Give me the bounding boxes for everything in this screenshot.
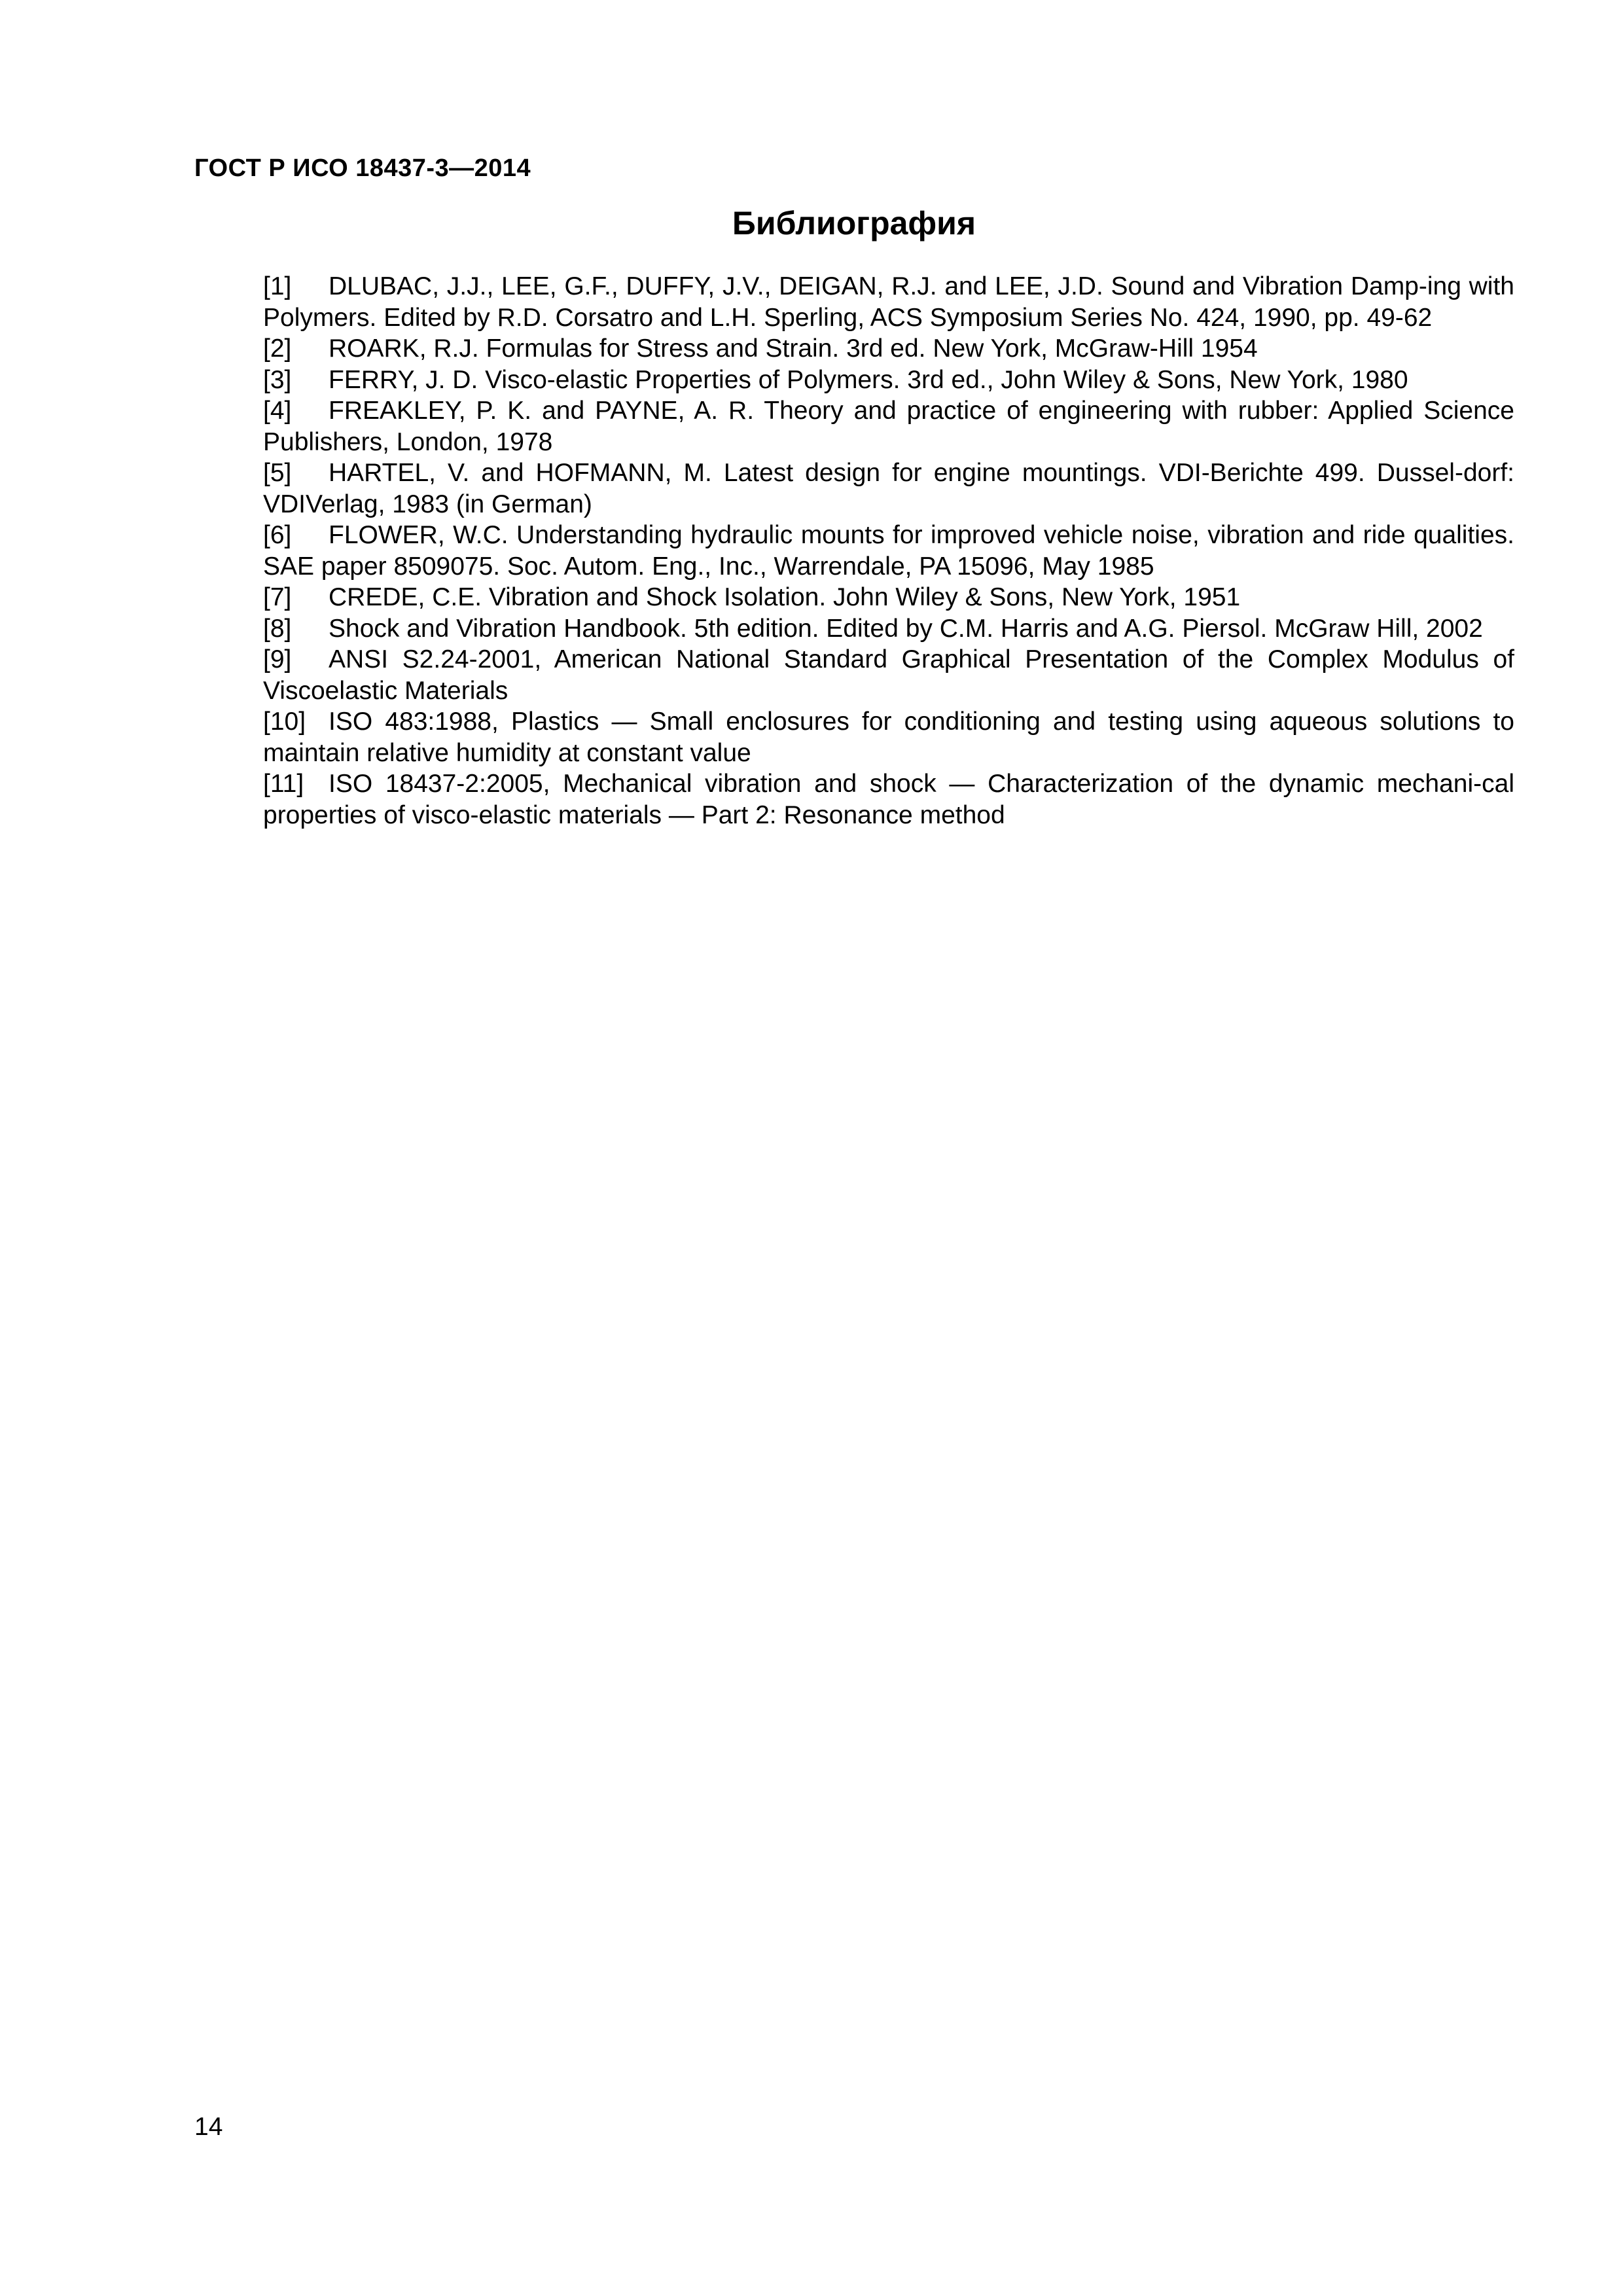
bibliography-entry bbox=[263, 582, 1514, 613]
entry-number: [9] bbox=[263, 645, 292, 673]
entry-text: ANSI S2.24-2001, American National Standard Graphical Presentation of the Complex Modulus of Viscoelastic Materials bbox=[263, 645, 1514, 705]
entry-text: FERRY, J. D. Visco-elastic Properties of Polymers. 3rd ed., John Wiley & Sons, New York, 1980 bbox=[329, 365, 1408, 394]
entry-text: HARTEL, V. and HOFMANN, M. Latest design for engine mountings. VDI-Berichte 499. Dussel-dorf: VDIVerlag, 1983 (in German) bbox=[263, 459, 1514, 518]
entry-text: CREDE, C.E. Vibration and Shock Isolation. John Wiley & Sons, New York, 1951 bbox=[329, 583, 1241, 611]
bibliography-entry bbox=[263, 706, 1514, 768]
entry-number: [5] bbox=[263, 459, 292, 487]
entry-text: FLOWER, W.C. Understanding hydraulic mounts for improved vehicle noise, vibration and ride qualities. SAE paper 8509075. Soc. Autom. Eng., Inc., Warrendale, PA 15096, May 1985 bbox=[263, 521, 1514, 581]
bibliography-entry bbox=[263, 768, 1514, 831]
entry-text: ISO 483:1988, Plastics — Small enclosures for conditioning and testing using aqueous solutions to maintain relative humidity at constant value bbox=[263, 708, 1514, 767]
entry-text: FREAKLEY, P. K. and PAYNE, A. R. Theory and practice of engineering with rubber: Applied Science Publishers, London, 1978 bbox=[263, 397, 1514, 456]
bibliography-entry bbox=[263, 613, 1514, 645]
bibliography-entry bbox=[263, 644, 1514, 706]
entry-number: [7] bbox=[263, 583, 292, 611]
entry-number: [3] bbox=[263, 365, 292, 394]
bibliography-entry bbox=[263, 520, 1514, 582]
entry-number: [11] bbox=[263, 770, 304, 798]
bibliography-entry bbox=[263, 365, 1514, 396]
document-standard-id: ГОСТ Р ИСО 18437-3—2014 bbox=[194, 154, 531, 182]
entry-text: ISO 18437-2:2005, Mechanical vibration and shock — Characterization of the dynamic mechani-cal properties of visco-elastic materials — Part 2: Resonance method bbox=[263, 770, 1514, 829]
bibliography-entry bbox=[263, 333, 1514, 365]
entry-number: [6] bbox=[263, 521, 292, 549]
bibliography-entry bbox=[263, 395, 1514, 457]
entry-text: Shock and Vibration Handbook. 5th edition. Edited by C.M. Harris and A.G. Piersol. McGraw Hill, 2002 bbox=[329, 614, 1483, 643]
entry-number: [4] bbox=[263, 397, 292, 425]
entry-text: DLUBAC, J.J., LEE, G.F., DUFFY, J.V., DEIGAN, R.J. and LEE, J.D. Sound and Vibration Damp-ing with Polymers. Edited by R.D. Corsatro and L.H. Sperling, ACS Symposium Series No. 424, 1990, pp. 49-62 bbox=[263, 272, 1514, 332]
entry-text: ROARK, R.J. Formulas for Stress and Strain. 3rd ed. New York, McGraw-Hill 1954 bbox=[329, 334, 1258, 363]
entry-number: [8] bbox=[263, 614, 292, 643]
entry-number: [2] bbox=[263, 334, 292, 363]
bibliography-entry bbox=[263, 457, 1514, 520]
bibliography-entry bbox=[263, 271, 1514, 333]
entry-number: [1] bbox=[263, 272, 292, 300]
entry-number: [10] bbox=[263, 708, 306, 736]
bibliography-list bbox=[263, 271, 1514, 831]
section-title: Библиография bbox=[732, 205, 976, 242]
page-number: 14 bbox=[194, 2113, 223, 2141]
